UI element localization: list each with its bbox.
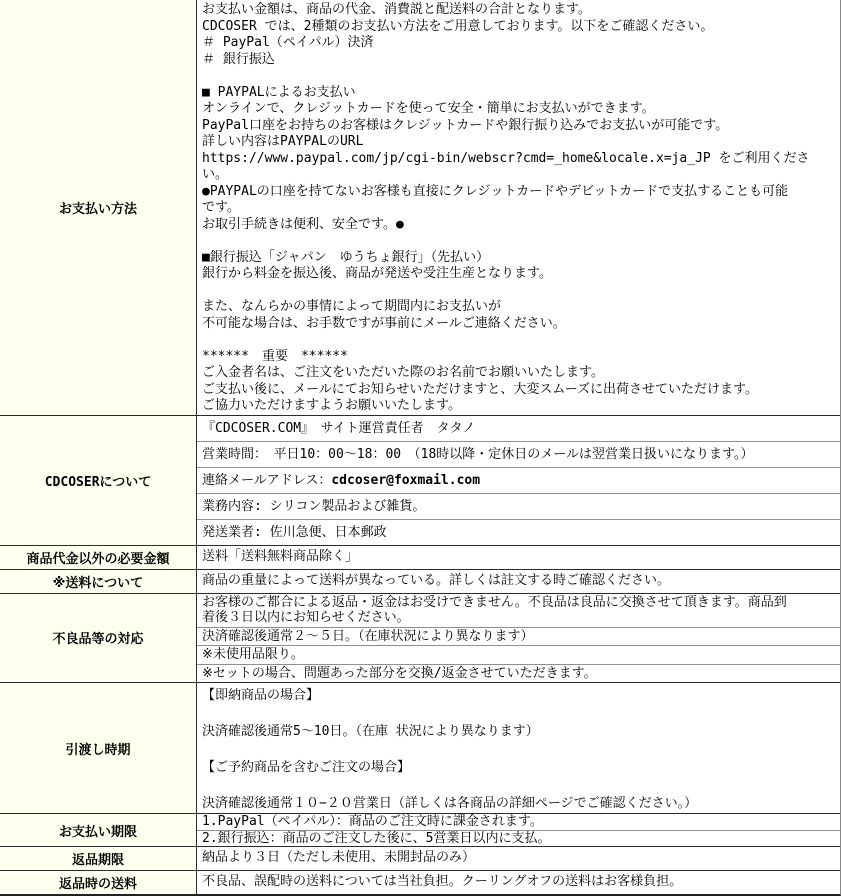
row-header-payment-deadline: お支払い期限 bbox=[0, 814, 197, 846]
text-line: お取引手続きは便利、安全です。● bbox=[202, 216, 404, 232]
row-header-extra-fees: 商品代金以外の必要金額 bbox=[0, 546, 197, 569]
return-deadline-content bbox=[197, 847, 840, 870]
row-return-shipping bbox=[0, 871, 840, 894]
text-line: お客様のご都合による返品・返金はお受けできません。不良品は良品に交換させて頂きます。商品到 bbox=[202, 594, 787, 610]
text-line: 決済確認後通常１０−２０営業日（詳しくは各商品の詳細ページでご確認ください。） bbox=[202, 796, 698, 811]
contact-email-label: 連絡メールアドレス： bbox=[202, 472, 332, 488]
text-line: 詳しい内容はPAYPALのURL bbox=[202, 134, 364, 149]
important-marker-line: ****** 重要 ****** bbox=[202, 348, 348, 364]
row-header-delivery-time: 引渡し時期 bbox=[0, 683, 197, 813]
blank-line bbox=[202, 68, 835, 85]
deadline-paypal-cell bbox=[197, 814, 840, 831]
text-line: 決済確認後通常２〜５日。（在庫状況により異なります） bbox=[202, 628, 534, 644]
row-payment-method bbox=[0, 0, 840, 416]
shipping-note-text: 商品の重量によって送料が異なっている。詳しくは註文する時ご確認ください。 bbox=[202, 572, 671, 588]
text-line: ご支払い後に、メールにてお知らせいただけますと、大変スムーズに出荷させていただけます。 bbox=[202, 381, 759, 397]
extra-fees-content bbox=[197, 546, 840, 569]
row-delivery-time bbox=[0, 683, 840, 814]
text-line: 決済確認後通常5〜10日。（在庫 状況により異なります） bbox=[202, 724, 539, 739]
text-line: 不可能な場合は、お手数ですが事前にメールご連絡ください。 bbox=[202, 315, 566, 331]
about-hours-cell bbox=[197, 442, 840, 468]
contact-email: cdcoser@foxmail.com bbox=[331, 472, 481, 488]
extra-fees-text: 送料「送料無料商品除く」 bbox=[202, 548, 359, 564]
row-header-return-deadline: 返品期限 bbox=[0, 847, 197, 870]
row-defective-policy bbox=[0, 594, 840, 684]
row-header-payment-method: お支払い方法 bbox=[0, 0, 197, 415]
text-line: ＃ 銀行振込 bbox=[202, 51, 275, 67]
about-email-cell bbox=[197, 468, 840, 494]
about-carrier-cell bbox=[197, 520, 840, 545]
blank-line bbox=[202, 777, 835, 795]
about-business-cell bbox=[197, 494, 840, 520]
text-line: ※未使用品限り。 bbox=[202, 647, 304, 662]
text-line: お支払い金額は、商品の代金、消費説と配送料の合計となります。 bbox=[202, 2, 591, 17]
blank-line bbox=[202, 705, 835, 723]
blank-line bbox=[202, 332, 835, 349]
text-line: PayPal口座をお持ちのお客様はクレジットカードや銀行振り込みでお支払いが可能です。 bbox=[202, 117, 729, 133]
row-header-return-shipping: 返品時の送料 bbox=[0, 871, 197, 894]
text-line: 1.PayPal（ペイパル）：商品のご注文時に課金されます。 bbox=[202, 814, 543, 829]
shipping-carrier-text: 発送業者: 佐川急便、日本郵政 bbox=[202, 524, 387, 540]
blank-line bbox=[202, 741, 835, 759]
deadline-bank-cell bbox=[197, 831, 840, 847]
about-content bbox=[197, 416, 840, 545]
business-content-text: 業務内容: シリコン製品および雑貨。 bbox=[202, 498, 426, 514]
business-hours-text: 営業時間： 平日10：00〜18：00 （18時以降・定休日のメールは翌営業日扱いになります。） bbox=[202, 446, 754, 462]
paypal-url-text: https://www.paypal.com/jp/cgi-bin/webscr?cmd=_home&locale.x=ja_JP をご利用ください。 bbox=[202, 150, 810, 182]
text-line: 銀行から料金を振込後、商品が発送や受注生産となります。 bbox=[202, 266, 552, 281]
defective-return-cell bbox=[197, 594, 840, 628]
text-line: ご入金者名は、ご注文をいただいた際のお名前でお願いいたします。 bbox=[202, 365, 604, 380]
row-extra-fees bbox=[0, 546, 840, 570]
defective-unused-cell bbox=[197, 646, 840, 665]
delivery-time-content bbox=[197, 683, 840, 813]
text-line: 【即納商品の場合】 bbox=[202, 688, 320, 703]
row-payment-deadline bbox=[0, 814, 840, 847]
return-deadline-text: 納品より３日（ただし未使用、未開封品のみ） bbox=[202, 850, 476, 865]
site-operator-text: 『CDCOSER.COM』 サイト運営責任者 タタノ bbox=[202, 420, 476, 436]
defective-timing-cell bbox=[197, 628, 840, 647]
text-line: 2.銀行振込：商品のご注文した後に、5営業日以内に支払。 bbox=[202, 830, 551, 846]
row-header-shipping-note: ※送料について bbox=[0, 570, 197, 593]
text-line: ●PAYPALの口座を持てないお客様も直接にクレジットカードやデビットカードで支払することも可能 bbox=[202, 183, 789, 199]
return-shipping-text: 不良品、誤配時の送料については当社負担。クーリングオフの送料はお客様負担。 bbox=[202, 874, 683, 889]
text-line: 着後３日以内にお知らせください。 bbox=[202, 610, 410, 625]
payment-method-content bbox=[197, 0, 840, 415]
defective-policy-content bbox=[197, 594, 840, 683]
about-site-cell bbox=[197, 416, 840, 442]
blank-line bbox=[202, 233, 835, 250]
return-shipping-content bbox=[197, 871, 840, 894]
text-line: ＃ PayPal（ペイパル）決済 bbox=[202, 35, 374, 50]
text-line: 【ご予約商品を含むご注文の場合】 bbox=[202, 760, 411, 775]
text-line: CDCOSER では、2種類のお支払い方法をご用意しております。以下をご確認ください。 bbox=[202, 18, 714, 34]
text-line: また、なんらかの事情によって期間内にお支払いが bbox=[202, 299, 502, 314]
shipping-note-content bbox=[197, 570, 840, 593]
text-line: オンラインで、クレジットカードを使って安全・簡単にお支払いができます。 bbox=[202, 101, 655, 116]
text-line: ■銀行振込「ジャパン ゆうちょ銀行」（先払い） bbox=[202, 249, 490, 265]
text-line: ■ PAYPALによるお支払い bbox=[202, 84, 356, 100]
defective-set-cell bbox=[197, 665, 840, 683]
text-line: ご協力いただけますようお願いいたします。 bbox=[202, 398, 461, 413]
text-line: です。 bbox=[202, 200, 240, 215]
row-return-deadline bbox=[0, 847, 840, 871]
blank-line bbox=[202, 283, 835, 300]
text-line: ※セットの場合、問題あった部分を交換/返金させていただきます。 bbox=[202, 665, 597, 681]
payment-deadline-content bbox=[197, 814, 840, 846]
row-shipping-note bbox=[0, 570, 840, 594]
row-about bbox=[0, 416, 840, 546]
row-header-about: CDCOSERについて bbox=[0, 416, 197, 545]
row-header-defective-policy: 不良品等の対応 bbox=[0, 594, 197, 683]
